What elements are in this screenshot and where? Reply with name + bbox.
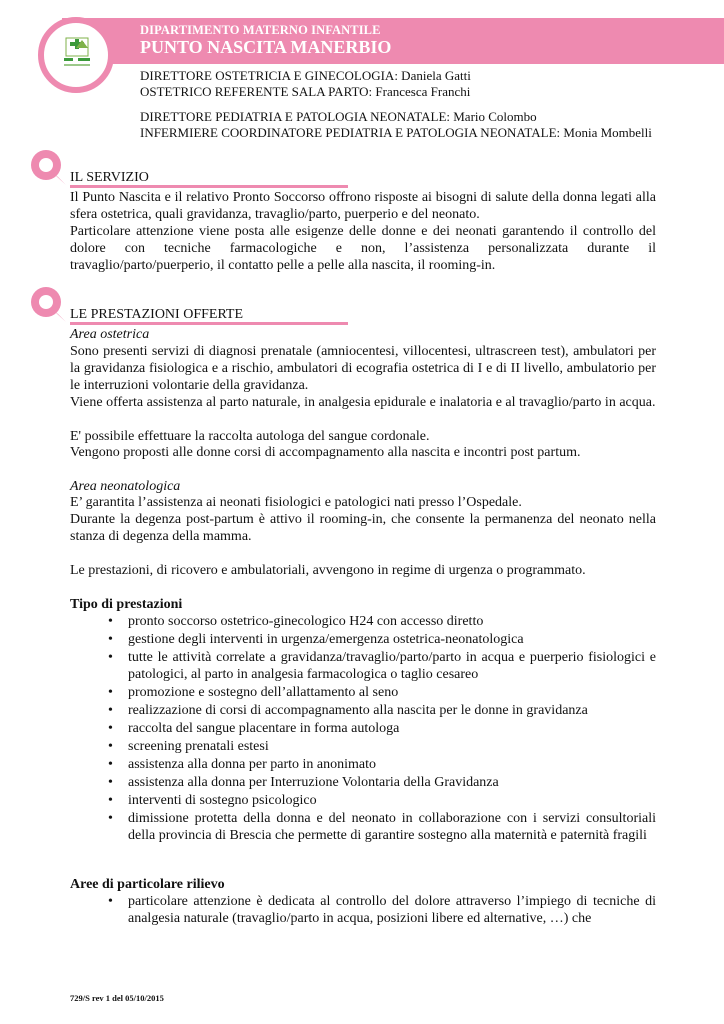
staff-line: OSTETRICO REFERENTE SALA PARTO: Francesca Franchi (140, 84, 471, 99)
bullet-icon: • (108, 793, 113, 808)
list-item: • raccolta del sangue placentare in forma autologa (108, 721, 400, 736)
paragraph: Durante la degenza post-partum è attivo il rooming-in, che consente la permanenza del neonato nella stanza di degenza della mamma. (70, 512, 656, 544)
department-label: DIPARTIMENTO MATERNO INFANTILE (140, 23, 381, 37)
document-code: 729/S rev 1 del 05/10/2015 (70, 993, 164, 1003)
bullet-icon: • (108, 739, 113, 754)
list-item: • gestione degli interventi in urgenza/emergenza ostetrica-neonatologica (108, 632, 524, 647)
bullet-icon: • (108, 811, 113, 826)
hospital-logo-icon (60, 36, 96, 72)
bullet-icon: • (108, 614, 113, 629)
section-marker-icon (28, 284, 68, 324)
bullet-icon: • (108, 775, 113, 790)
section-underline (70, 185, 348, 188)
list-item: • assistenza alla donna per Interruzione Volontaria della Gravidanza (108, 775, 499, 790)
list-heading: Aree di particolare rilievo (70, 877, 225, 892)
bullet-icon: • (108, 650, 113, 665)
list-item: • assistenza alla donna per parto in anonimato (108, 757, 377, 772)
paragraph: E’ garantita l’assistenza ai neonati fisiologici e patologici nati presso l’Ospedale. (70, 495, 522, 510)
staff-line: DIRETTORE PEDIATRIA E PATOLOGIA NEONATALE: Mario Colombo (140, 109, 537, 124)
focus-areas-list (70, 893, 656, 928)
paragraph: Viene offerta assistenza al parto naturale, in analgesia epidurale e inalatoria e al travaglio/parto in acqua. (70, 395, 656, 410)
paragraph: Vengono proposti alle donne corsi di accompagnamento alla nascita e incontri post partum. (70, 445, 581, 460)
unit-title: PUNTO NASCITA MANERBIO (140, 37, 392, 57)
bullet-icon: • (108, 721, 113, 736)
bullet-icon: • (108, 703, 113, 718)
staff-line: DIRETTORE OSTETRICIA E GINECOLOGIA: Daniela Gatti (140, 68, 471, 83)
staff-line: INFERMIERE COORDINATORE PEDIATRIA E PATOLOGIA NEONATALE: Monia Mombelli (140, 125, 652, 140)
section-marker-icon (28, 147, 68, 187)
section-title: IL SERVIZIO (70, 170, 149, 185)
bullet-icon: • (108, 757, 113, 772)
section-title: LE PRESTAZIONI OFFERTE (70, 307, 244, 322)
list-item: • realizzazione di corsi di accompagnamento alla nascita per le donne in gravidanza (108, 703, 588, 718)
bullet-icon: • (108, 685, 113, 700)
paragraph: E' possibile effettuare la raccolta autologa del sangue cordonale. (70, 429, 430, 444)
bullet-icon: • (108, 894, 113, 909)
list-item: • promozione e sostegno dell’allattamento al seno (108, 685, 399, 700)
section-underline (70, 322, 348, 325)
paragraph: Sono presenti servizi di diagnosi prenatale (amniocentesi, villocentesi, ultrascreen test), ambulatori per la gravidanza fisiologica e a rischio, ambulatori di ecografia ostetrica di I e di II livello, ambulatorio per le interruzioni volontarie della gravidanza. (70, 344, 656, 393)
paragraph: Particolare attenzione viene posta alle esigenze delle donne e dei neonati garantendo il controllo del dolore con tecniche farmacologiche e non, l’assistenza personalizzata durante il travaglio/parto/puerperio, il contatto pelle a pelle alla nascita, il rooming-in. (70, 224, 656, 273)
paragraph: Il Punto Nascita e il relativo Pronto Soccorso offrono risposte ai bisogni di salute della donna legati alla sfera ostetrica, quali gravidanza, travaglio/parto, puerperio e del neonato. (70, 190, 656, 222)
list-item: • screening prenatali estesi (108, 739, 269, 754)
list-heading: Tipo di prestazioni (70, 597, 183, 612)
paragraph: Le prestazioni, di ricovero e ambulatoriali, avvengono in regime di urgenza o programmato. (70, 563, 586, 578)
subheading: Area ostetrica (70, 327, 150, 342)
subheading: Area neonatologica (70, 479, 181, 494)
services-list (70, 613, 656, 845)
bullet-icon: • (108, 632, 113, 647)
list-item: • dimissione protetta della donna e del neonato in collaborazione con i servizi consultoriali della provincia di Brescia che permette di garantire sostegno alla maternità e paternità fragili (108, 811, 656, 843)
list-item: • particolare attenzione è dedicata al controllo del dolore attraverso l’impiego di tecniche di analgesia naturale (travaglio/parto in acqua, posizioni libere ed alternative, …) che (108, 894, 656, 926)
list-item: • pronto soccorso ostetrico-ginecologico H24 con accesso diretto (108, 614, 484, 629)
list-item: • tutte le attività correlate a gravidanza/travaglio/parto/parto in acqua e puerperio fisiologici e patologici, al parto in analgesia farmacologica o taglio cesareo (108, 650, 656, 682)
list-item: • interventi di sostegno psicologico (108, 793, 317, 808)
